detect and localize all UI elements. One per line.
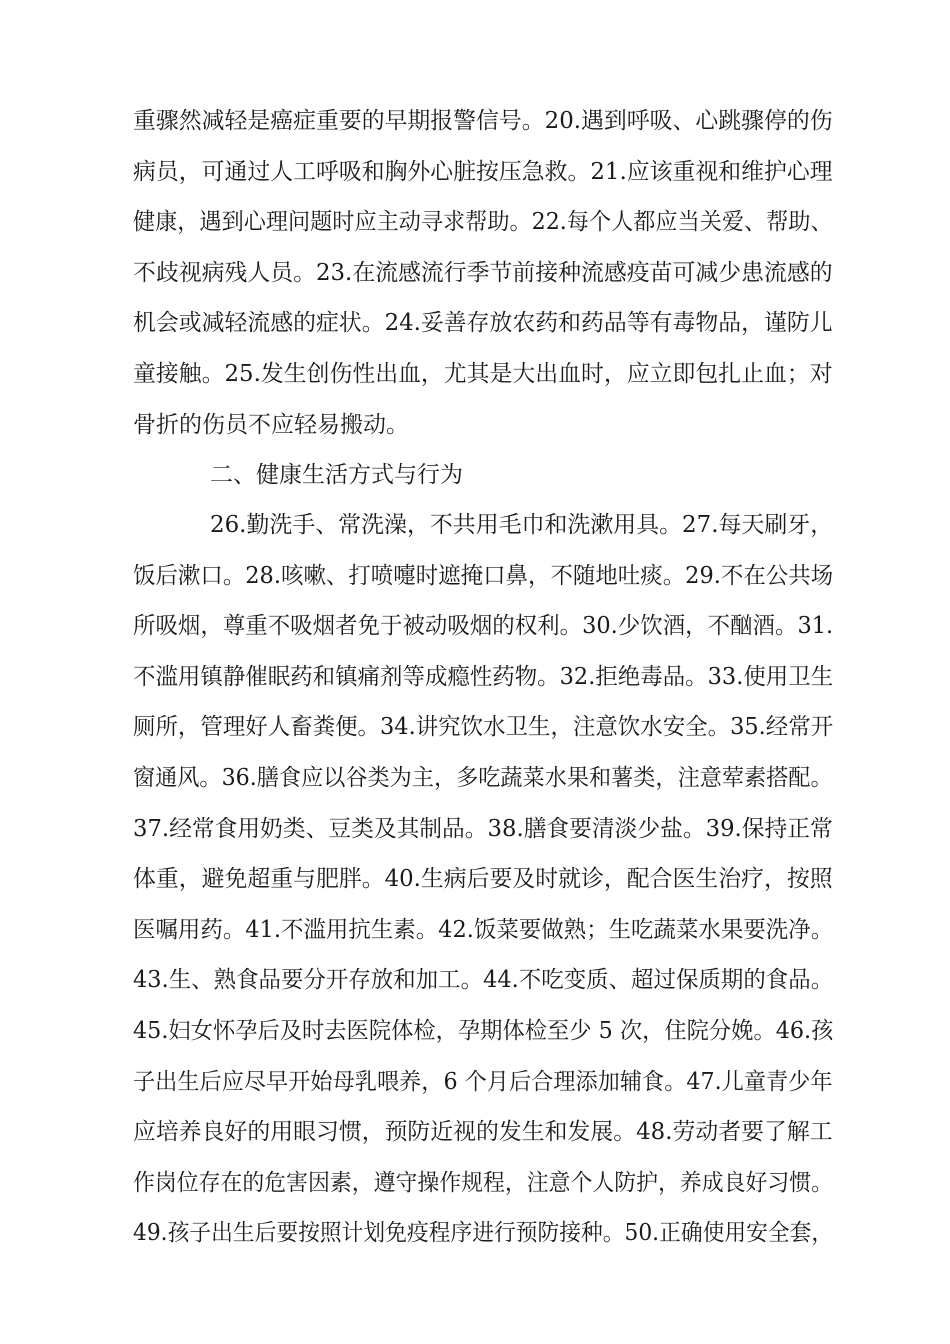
text-line: 49.孩子出生后要按照计划免疫程序进行预防接种。50.正确使用安全套， (133, 1220, 834, 1247)
text-line: 43.生、熟食品要分开存放和加工。44.不吃变质、超过保质期的食品。 (133, 967, 834, 994)
text-line: 健康，遇到心理问题时应主动寻求帮助。22.每个人都应当关爱、帮助、 (133, 209, 833, 236)
text-line: 体重，避免超重与肥胖。40.生病后要及时就诊，配合医生治疗，按照 (133, 866, 833, 893)
text-line: 不滥用镇静催眠药和镇痛剂等成瘾性药物。32.拒绝毒品。33.使用卫生 (133, 663, 834, 690)
text-line: 26.勤洗手、常洗澡，不共用毛巾和洗漱用具。27.每天刷牙， (210, 512, 834, 538)
section-heading-text: 二、健康生活方式与行为 (210, 462, 463, 488)
text-line: 骨折的伤员不应轻易搬动。 (133, 411, 409, 438)
text-line: 37.经常食用奶类、豆类及其制品。38.膳食要清淡少盐。39.保持正常 (133, 815, 833, 842)
text-line: 应培养良好的用眼习惯，预防近视的发生和发展。48.劳动者要了解工 (133, 1119, 833, 1146)
text-line: 重骤然减轻是癌症重要的早期报警信号。20.遇到呼吸、心跳骤停的伤 (133, 108, 833, 134)
text-line: 童接触。25.发生创伤性出血，尤其是大出血时，应立即包扎止血；对 (133, 361, 833, 387)
text-line: 厕所，管理好人畜粪便。34.讲究饮水卫生，注意饮水安全。35.经常开 (133, 714, 834, 741)
text-line: 所吸烟，尊重不吸烟者免于被动吸烟的权利。30.少饮酒，不酗酒。31. (133, 613, 834, 640)
text-line: 医嘱用药。41.不滥用抗生素。42.饭菜要做熟；生吃蔬菜水果要洗净。 (133, 916, 834, 943)
text-line: 机会或减轻流感的症状。24.妥善存放农药和药品等有毒物品，谨防儿 (133, 310, 833, 337)
text-line: 饭后漱口。28.咳嗽、打喷嚏时遮掩口鼻，不随地吐痰。29.不在公共场 (133, 562, 834, 589)
text-line: 病员，可通过人工呼吸和胸外心脏按压急救。21.应该重视和维护心理 (133, 158, 833, 185)
text-line: 45.妇女怀孕后及时去医院体检，孕期体检至少 5 次，住院分娩。46.孩 (133, 1018, 834, 1044)
text-line: 子出生后应尽早开始母乳喂养，6 个月后合理添加辅食。47.儿童青少年 (133, 1068, 833, 1095)
text-line: 作岗位存在的危害因素，遵守操作规程，注意个人防护，养成良好习惯。 (133, 1169, 833, 1196)
text-line: 不歧视病残人员。23.在流感流行季节前接种流感疫苗可减少患流感的 (133, 259, 833, 286)
text-line: 窗通风。36.膳食应以谷类为主，多吃蔬菜水果和薯类，注意荤素搭配。 (133, 765, 833, 791)
